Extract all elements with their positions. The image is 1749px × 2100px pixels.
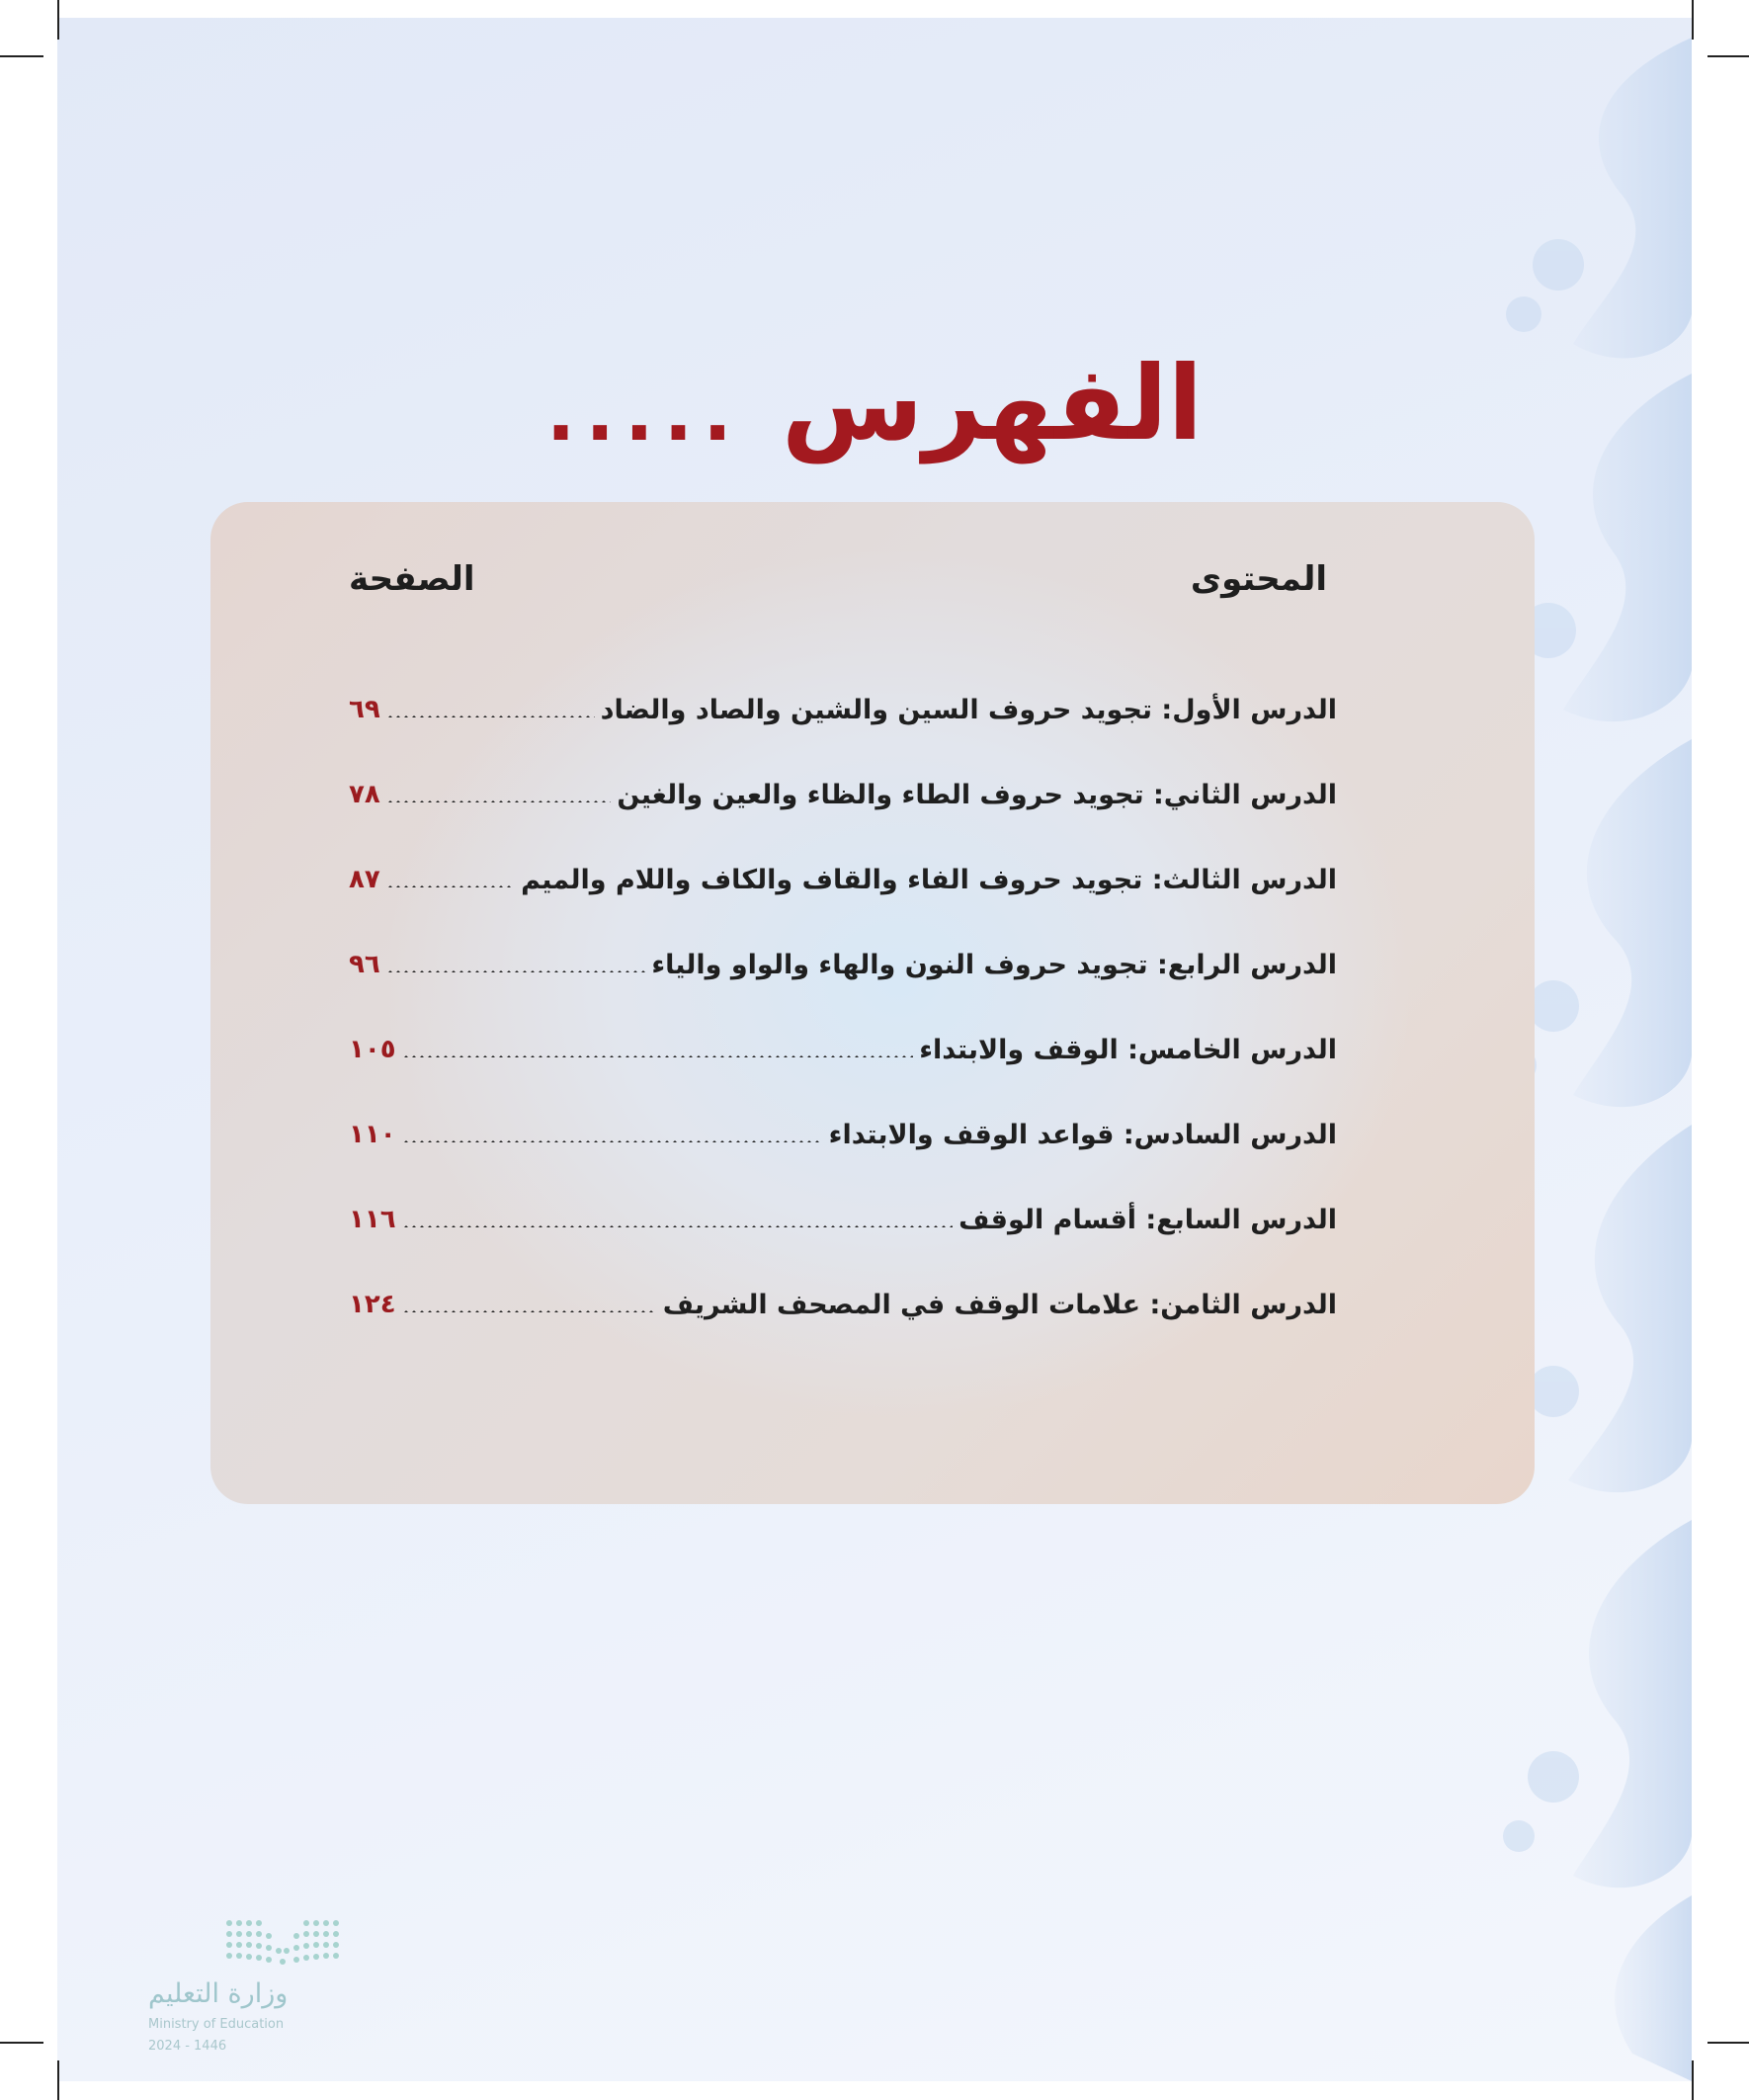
page-number: ١٠٥ <box>349 1035 396 1064</box>
lesson-title: الدرس الثامن: علامات الوقف في المصحف الشريف <box>662 1289 1337 1320</box>
lesson-title: الدرس الخامس: الوقف والابتداء <box>919 1034 1337 1065</box>
page-number: ٩٦ <box>349 950 380 979</box>
crop-mark <box>57 2060 59 2100</box>
lesson-title: الدرس السادس: قواعد الوقف والابتداء <box>828 1119 1337 1150</box>
lesson-title: الدرس الأول: تجويد حروف السين والشين والصاد والضاد <box>600 694 1337 725</box>
title-block <box>57 334 1692 472</box>
toc-row[interactable] <box>349 1200 1337 1239</box>
logo-year: 2024 - 1446 <box>148 2039 227 2054</box>
crop-mark <box>1707 55 1749 57</box>
logo-arabic: وزارة التعليم <box>148 1978 289 2009</box>
dot-leader <box>402 1055 914 1057</box>
dot-leader <box>386 970 646 972</box>
page <box>57 18 1692 2081</box>
dot-leader <box>402 1225 954 1227</box>
toc-row[interactable] <box>349 860 1337 899</box>
title-dots: ..... <box>545 370 742 459</box>
crop-mark <box>0 2042 43 2044</box>
page-number: ٦٩ <box>349 695 380 724</box>
ministry-logo <box>148 1917 346 2065</box>
toc-header <box>210 559 1535 609</box>
page-number: ١٢٤ <box>349 1290 396 1319</box>
lesson-title: الدرس الثالث: تجويد حروف الفاء والقاف والكاف واللام والميم <box>521 864 1337 895</box>
toc-panel <box>210 502 1535 1504</box>
crop-mark <box>1707 2042 1749 2044</box>
page-number: ٨٧ <box>349 865 380 894</box>
lesson-title: الدرس الثاني: تجويد حروف الطاء والظاء والعين والغين <box>617 779 1337 810</box>
moe-dots-logo-icon <box>225 1917 340 1967</box>
toc-row[interactable] <box>349 775 1337 814</box>
page-header: الصفحة <box>349 559 475 599</box>
page-number: ١١٦ <box>349 1205 396 1234</box>
dot-leader <box>386 715 595 717</box>
toc-row[interactable] <box>349 945 1337 984</box>
logo-english: Ministry of Education <box>148 2017 285 2032</box>
lesson-title: الدرس الرابع: تجويد حروف النون والهاء والواو والياء <box>651 949 1337 980</box>
toc-row[interactable] <box>349 690 1337 729</box>
crop-mark <box>1692 0 1694 40</box>
toc-row[interactable] <box>349 1030 1337 1069</box>
page-title: الفهرس <box>781 343 1204 463</box>
lesson-title: الدرس السابع: أقسام الوقف <box>958 1204 1337 1235</box>
toc-row[interactable] <box>349 1285 1337 1324</box>
dot-leader <box>386 800 612 802</box>
dot-leader <box>402 1310 657 1312</box>
toc-row[interactable] <box>349 1115 1337 1154</box>
page-number: ٧٨ <box>349 780 380 809</box>
content-header: المحتوى <box>1190 559 1327 599</box>
crop-mark <box>0 55 43 57</box>
crop-mark <box>57 0 59 40</box>
dot-leader <box>386 885 515 887</box>
page-number: ١١٠ <box>349 1120 396 1149</box>
crop-mark <box>1692 2060 1694 2100</box>
dot-leader <box>402 1140 823 1142</box>
